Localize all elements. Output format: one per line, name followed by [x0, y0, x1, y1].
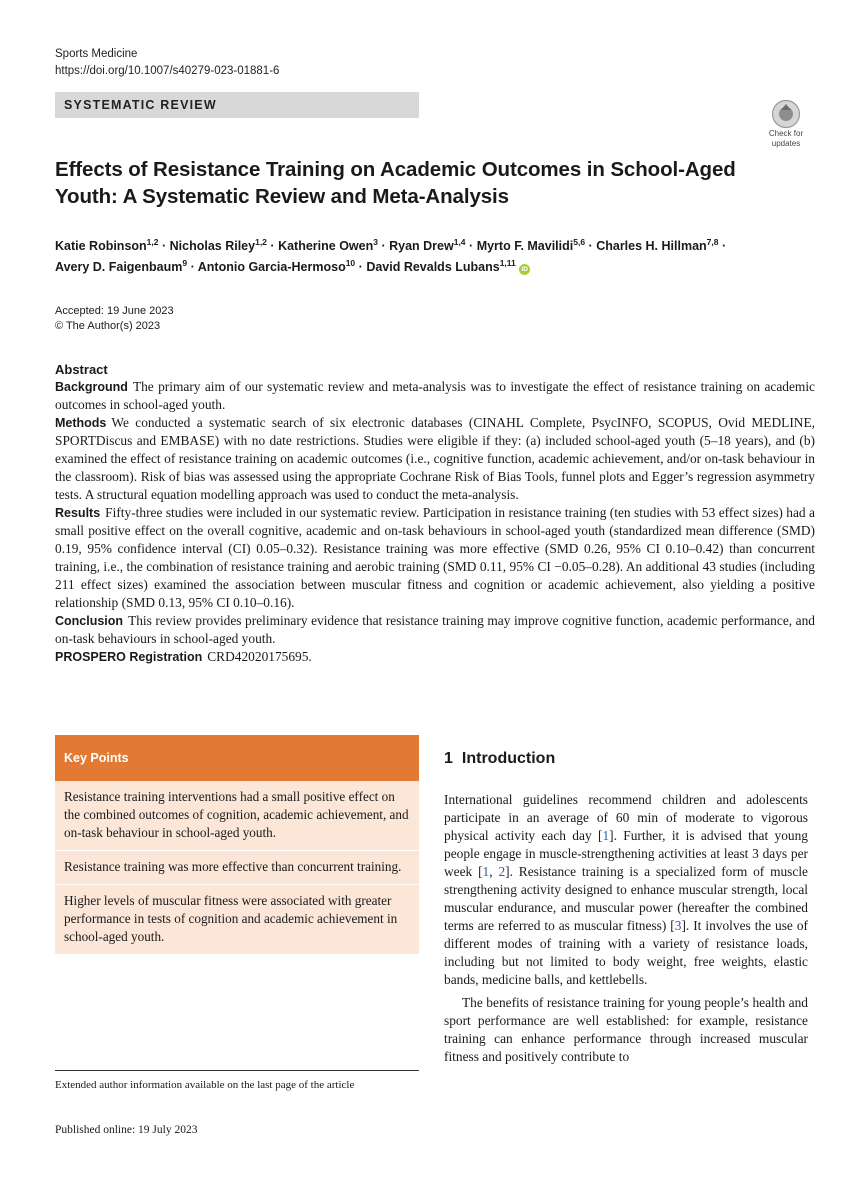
intro-text: ]. It involves the use of different modes of training with a variety of resistance loads, including but not limited to body weight, free weights, elastic bands, medicine balls, and kettlebells.	[444, 918, 808, 987]
check-updates-label-2: updates	[771, 138, 801, 148]
intro-text: ]. Further, it is advised that young people engage in muscle-strengthening activities at least 3 days per week [	[444, 828, 808, 879]
footnote-divider	[55, 1070, 419, 1071]
author-affiliation: 10	[345, 257, 356, 268]
article-type-banner: SYSTEMATIC REVIEW	[55, 92, 419, 118]
author-affiliation: 1,2	[146, 236, 159, 247]
author-affiliation: 1,2	[255, 236, 267, 247]
author-name[interactable]: Nicholas Riley	[169, 239, 256, 253]
key-point-item: Higher levels of muscular fitness were associated with greater performance in tests of cognition and academic achievement in school-aged youth.	[55, 885, 419, 955]
key-point-item: Resistance training was more effective than concurrent training.	[55, 851, 419, 885]
journal-name: Sports Medicine	[55, 48, 138, 60]
citation-link[interactable]: 1	[482, 864, 490, 879]
intro-paragraph: International guidelines recommend children and adolescents participate in an average of 60 min of moderate to vigorous physical activity each day [1]. Further, it is advised that young people engage in muscle-strengthening activities at least 3 days per week [1, 2]. Resistance training is a specialized form of muscle strengthening activity designed to enhance muscular strength, local muscular endurance, and muscular power (hereafter the combined terms are referred to as muscular fitness) [3]. It involves the use of different modes of training with a variety of resistance loads, including but not limited to body weight, free weights, elastic bands, medicine balls, and kettlebells.	[444, 792, 808, 987]
results-text: Fifty-three studies were included in our systematic review. Participation in resistance training (ten studies with 53 effect sizes) had a small positive effect on the overall cognitive, academic and on-task behaviours in school-aged youth (standardized mean difference (SMD) 0.19, 95% confidence interval (CI) 0.05–0.32). Resistance training was more effective (SMD 0.26, 95% CI 0.10–0.42) than concurrent training, i.e., the combination of resistance training and aerobic training (SMD 0.11, 95% CI −0.05–0.28). An additional 43 studies (including 211 effect sizes) examined the association between muscular fitness and cognition or academic achievement, also yielding a positive relationship (SMD 0.13, 95% CI 0.10–0.16).	[55, 505, 815, 610]
intro-text: International guidelines recommend children and adolescents participate in an average of 60 min of moderate to vigorous physical activity each day [	[444, 792, 808, 843]
prospero-label: PROSPERO Registration	[55, 650, 203, 664]
introduction-heading	[444, 749, 555, 769]
author-separator: ·	[381, 239, 386, 253]
abstract-prospero	[55, 648, 815, 666]
author-separator: ·	[721, 239, 727, 253]
author-name[interactable]: Avery D. Faigenbaum	[55, 260, 183, 274]
published-date: Published online: 19 July 2023	[55, 1124, 198, 1136]
orcid-icon[interactable]: iD	[519, 264, 530, 275]
citation-link[interactable]: 3	[674, 918, 682, 933]
doi-link[interactable]: https://doi.org/10.1007/s40279-023-01881-6	[55, 65, 280, 77]
author-affiliation: 9	[182, 257, 188, 268]
background-text: The primary aim of our systematic review and meta-analysis was to investigate the effect of resistance training on academic outcomes in school-aged youth.	[55, 379, 815, 412]
check-updates-icon	[771, 99, 801, 129]
check-updates-label-1: Check for	[768, 129, 804, 138]
author-name[interactable]: David Revalds Lubans	[366, 260, 500, 274]
key-points-heading: Key Points	[55, 735, 419, 781]
methods-text: We conducted a systematic search of six electronic databases (CINAHL Complete, PsycINFO, SCOPUS, Ovid MEDLINE, SPORTDiscus and EMBASE) with no date restrictions. Studies were eligible if they: (a) included school-aged youth (5–18 years), and (b) examined the effect of resistance training on academic outcomes (i.e., cognitive function, academic achievement, and/or on-task behaviour in the classroom). Risk of bias was assessed using the appropriate Cochrane Risk of Bias Tools, funnel plots and Egger’s regression asymmetry tests. A structural equation modelling approach was used to conduct the meta-analysis.	[55, 415, 815, 502]
conclusion-label: Conclusion	[55, 614, 124, 628]
author-name[interactable]: Charles H. Hillman	[596, 239, 707, 253]
author-separator: ·	[358, 260, 363, 274]
author-affiliation: 3	[373, 236, 378, 247]
author-separator: ·	[469, 239, 474, 253]
background-label: Background	[55, 380, 128, 394]
article-title: Effects of Resistance Training on Academic Outcomes in School-Aged Youth: A Systematic Review and Meta-Analysis	[55, 158, 736, 208]
author-name[interactable]: Antonio Garcia-Hermoso	[197, 260, 346, 274]
citation-link[interactable]: 2	[498, 864, 506, 879]
prospero-text: CRD42020175695.	[207, 649, 312, 664]
author-name[interactable]: Ryan Drew	[389, 239, 454, 253]
author-info-footnote: Extended author information available on the last page of the article	[55, 1079, 355, 1091]
author-name[interactable]: Katie Robinson	[55, 239, 147, 253]
introduction-body	[444, 791, 808, 1066]
author-affiliation: 1,11	[499, 257, 516, 268]
author-separator: ·	[190, 260, 195, 274]
methods-label: Methods	[55, 416, 107, 430]
key-point-item: Resistance training interventions had a small positive effect on the combined outcomes of cognition, academic achievement, and on-task behaviour in school-aged youth.	[55, 781, 419, 851]
copyright-notice: © The Author(s) 2023	[55, 320, 161, 332]
author-separator: ·	[161, 239, 167, 253]
check-for-updates-badge[interactable]	[762, 99, 810, 148]
intro-text: ]. Resistance training is a specialized form of muscle strengthening activity designed to enhance muscular strength, local muscular endurance, and muscular power (hereafter the combined terms are referred to as muscular fitness) [	[444, 864, 808, 933]
abstract-results	[55, 504, 815, 612]
abstract-methods	[55, 414, 815, 504]
author-separator: ·	[588, 239, 593, 253]
author-affiliation: 1,4	[453, 236, 466, 247]
author-name[interactable]: Katherine Owen	[278, 239, 374, 253]
abstract-background	[55, 378, 815, 414]
key-points-box	[55, 735, 419, 955]
abstract-conclusion	[55, 612, 815, 648]
section-title: Introduction	[461, 750, 556, 767]
author-separator: ·	[270, 239, 275, 253]
abstract-heading: Abstract	[55, 362, 108, 377]
accepted-date: Accepted: 19 June 2023	[55, 305, 174, 317]
author-affiliation: 5,6	[573, 236, 586, 247]
intro-paragraph: The benefits of resistance training for young people’s health and sport performance are well established: for example, resistance training can enhance performance through increased muscular fitness and positively contribute to	[444, 995, 808, 1064]
author-list	[55, 236, 805, 278]
section-number: 1	[444, 750, 453, 767]
author-affiliation: 7,8	[706, 236, 719, 247]
author-name[interactable]: Myrto F. Mavilidi	[476, 239, 574, 253]
conclusion-text: This review provides preliminary evidence that resistance training may improve cognitive function, academic performance, and on-task behaviours in school-aged youth.	[55, 613, 815, 646]
citation-link[interactable]: 1	[602, 828, 610, 843]
results-label: Results	[55, 506, 101, 520]
abstract-section	[55, 361, 815, 666]
